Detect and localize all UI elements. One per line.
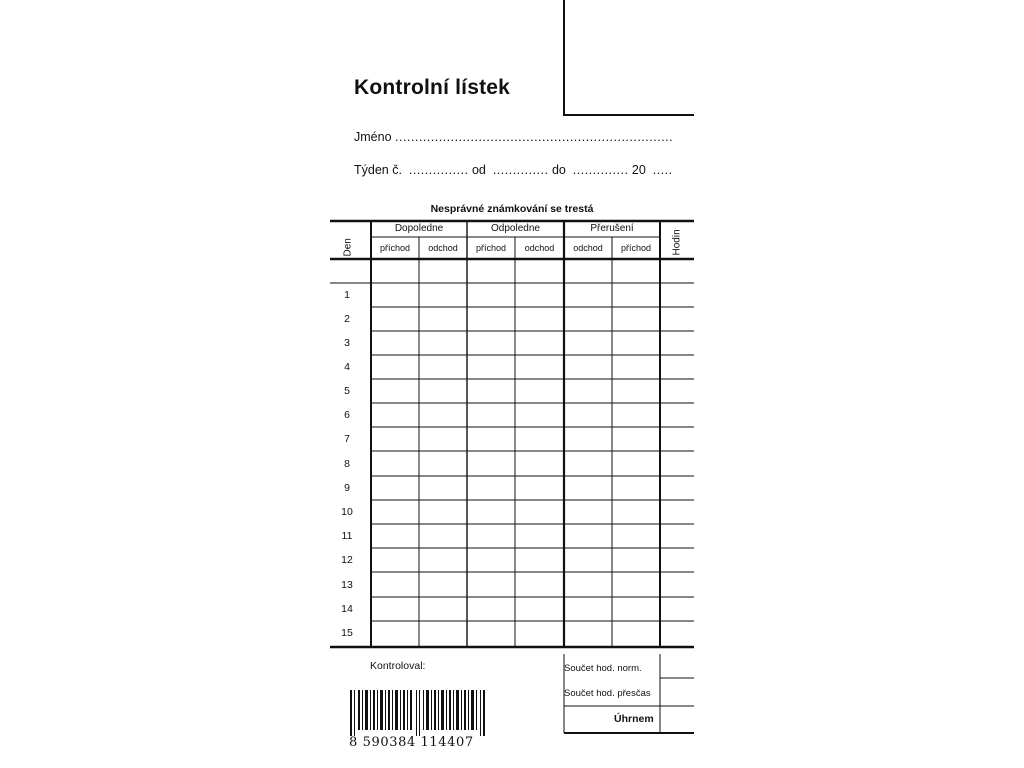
week-label: Týden č. [354, 163, 402, 177]
checked-by-label: Kontroloval: [370, 660, 426, 672]
group-break: Přerušení [590, 223, 634, 234]
row-number: 3 [344, 337, 350, 349]
total-label: Úhrnem [614, 713, 654, 725]
barcode-digits: 8 590384 114407 [349, 735, 474, 750]
year-dots: ..... [652, 163, 673, 177]
to-label: do [551, 163, 566, 177]
sum-normal-label: Součet hod. norm. [564, 663, 642, 674]
week-dots: ............... [408, 163, 469, 177]
row-number: 9 [344, 482, 350, 494]
row-number: 14 [341, 603, 353, 615]
row-number: 15 [341, 627, 353, 639]
name-label: Jméno [354, 130, 392, 144]
row-number: 7 [344, 433, 350, 445]
row-number: 6 [344, 409, 350, 421]
row-number: 11 [341, 530, 353, 542]
group-morning: Dopoledne [394, 223, 444, 234]
row-number: 2 [344, 313, 350, 325]
warning-note: Nesprávné známkování se trestá [430, 203, 594, 215]
name-dots: ...................................................................... [395, 130, 674, 144]
sum-overtime-label: Součet hod. přesčas [564, 688, 651, 699]
from-label: od [471, 163, 486, 177]
row-number: 12 [341, 554, 353, 566]
row-number: 10 [341, 506, 353, 518]
from-dots: .............. [492, 163, 549, 177]
row-number: 1 [344, 289, 350, 301]
barcode-image [350, 690, 490, 736]
sub-header: příchod [620, 243, 652, 253]
day-header: Den [342, 238, 354, 257]
sub-header: příchod [475, 243, 507, 253]
group-afternoon: Odpoledne [491, 223, 540, 234]
row-number: 4 [344, 361, 350, 373]
sub-header: odchod [428, 243, 458, 253]
sub-header: odchod [524, 243, 555, 253]
to-dots: .............. [572, 163, 629, 177]
hours-header: Hodin [671, 229, 683, 256]
form-title: Kontrolní lístek [354, 76, 511, 99]
sub-header: příchod [379, 243, 411, 253]
row-number: 8 [344, 458, 350, 470]
sub-header: odchod [573, 243, 603, 253]
year-label: 20 [631, 163, 646, 177]
row-number: 13 [341, 579, 353, 591]
row-number: 5 [344, 385, 350, 397]
